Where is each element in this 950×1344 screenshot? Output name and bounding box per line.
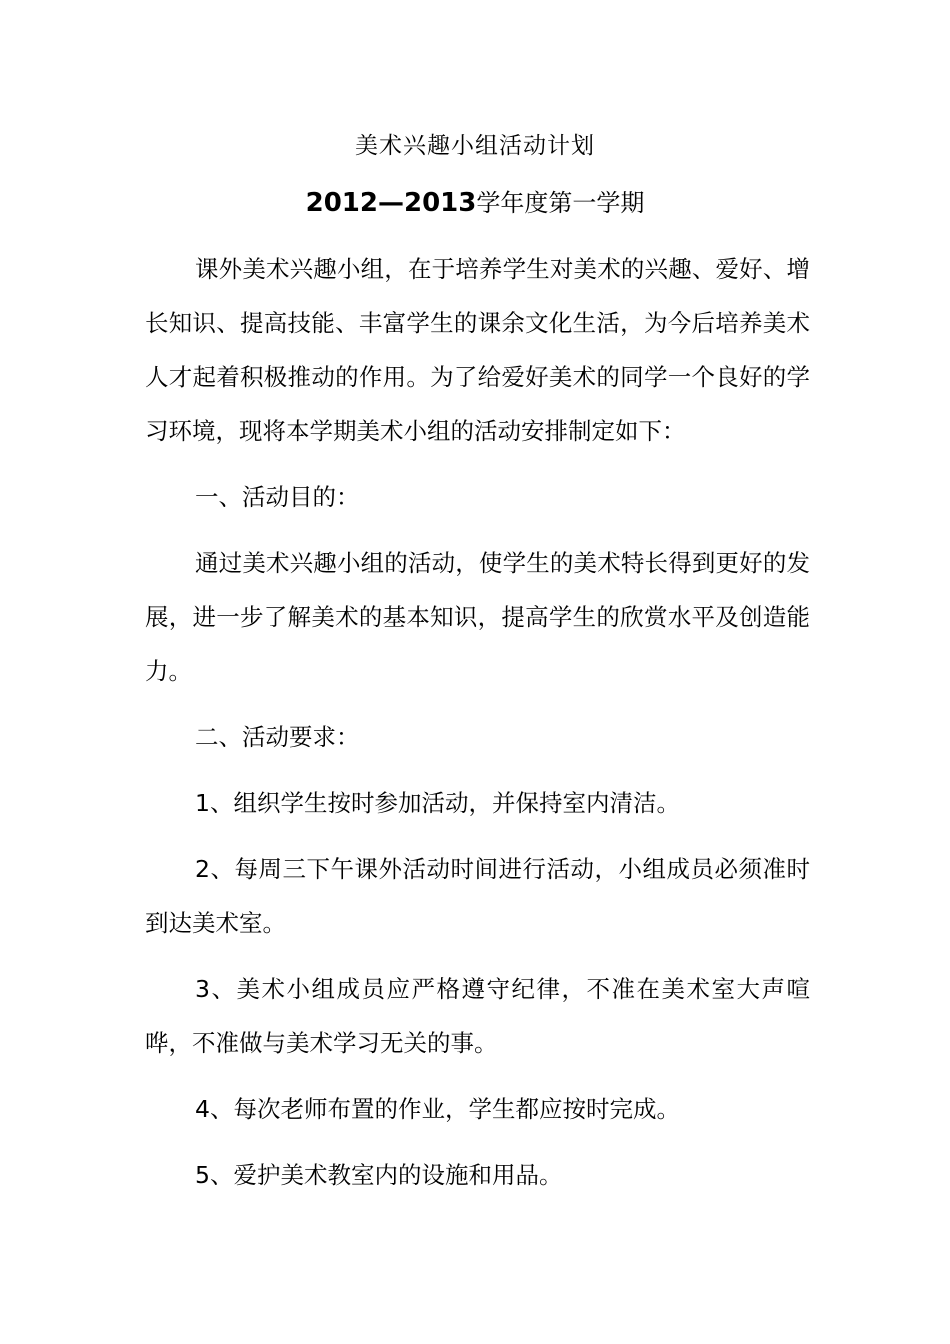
- document-subtitle: [0, 184, 950, 222]
- requirement-number: 3: [195, 975, 210, 1003]
- requirement-number: 1: [195, 789, 210, 817]
- requirement-item: [145, 1082, 810, 1136]
- intro-paragraph: 课外美术兴趣小组，在于培养学生对美术的兴趣、爱好、增长知识、提高技能、丰富学生的课余文化生活，为今后培养美术人才起着积极推动的作用。为了给爱好美术的同学一个良好的学习环境，现将本学期美术小组的活动安排制定如下：: [145, 255, 810, 445]
- requirement-text: 、每次老师布置的作业，学生都应按时完成。: [209, 1095, 680, 1123]
- requirement-item: [145, 776, 810, 830]
- requirement-item: [145, 842, 810, 950]
- document-body: [145, 242, 810, 1202]
- subtitle-year: 2012—2013: [305, 188, 477, 218]
- requirement-item: [145, 1148, 810, 1202]
- requirement-text: 、每周三下午课外活动时间进行活动，小组成员必须准时到达美术室。: [145, 855, 810, 937]
- section1-heading: 一、活动目的：: [195, 483, 360, 511]
- document-title: 美术兴趣小组活动计划: [355, 133, 595, 159]
- requirement-text: 、美术小组成员应严格遵守纪律，不准在美术室大声喧哗，不准做与美术学习无关的事。: [145, 975, 810, 1057]
- requirement-number: 4: [195, 1095, 210, 1123]
- section2-heading: 二、活动要求：: [195, 723, 360, 751]
- section1-body: 通过美术兴趣小组的活动，使学生的美术特长得到更好的发展，进一步了解美术的基本知识，提高学生的欣赏水平及创造能力。: [145, 549, 810, 685]
- requirement-text: 、爱护美术教室内的设施和用品。: [209, 1161, 563, 1189]
- subtitle-term: 学年度第一学期: [476, 189, 645, 217]
- requirement-number: 5: [195, 1161, 210, 1189]
- requirement-number: 2: [195, 855, 210, 883]
- requirement-text: 、组织学生按时参加活动，并保持室内清洁。: [209, 789, 680, 817]
- requirement-item: [145, 962, 810, 1070]
